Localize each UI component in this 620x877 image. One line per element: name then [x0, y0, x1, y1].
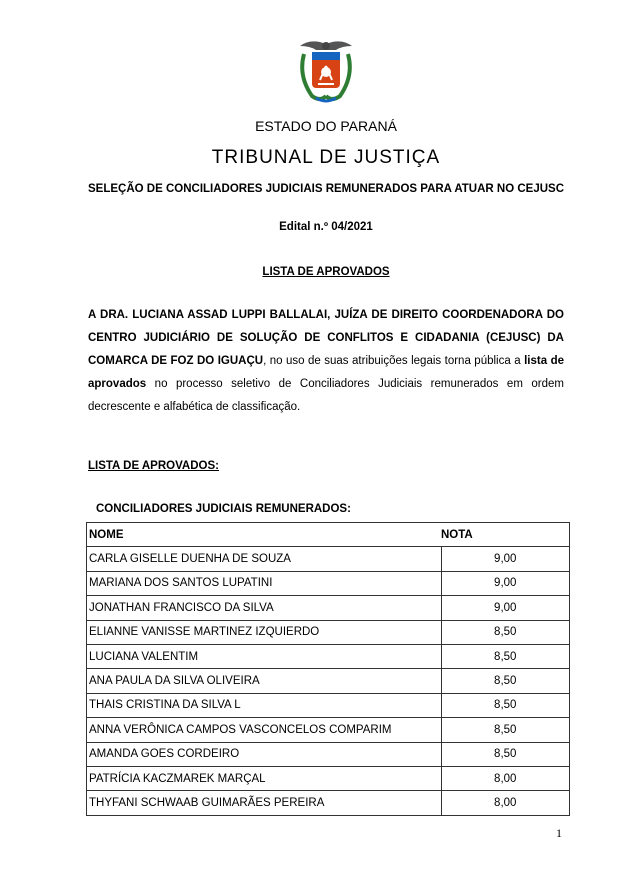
candidate-score: 9,00 — [441, 596, 570, 620]
table-row — [87, 571, 570, 595]
candidate-score: 8,00 — [441, 766, 570, 790]
table-row — [87, 547, 570, 571]
category-heading: CONCILIADORES JUDICIAIS REMUNERADOS: — [96, 503, 351, 515]
candidate-name: JONATHAN FRANCISCO DA SILVA — [87, 596, 442, 620]
table-row — [87, 718, 570, 742]
candidate-score: 8,50 — [441, 742, 570, 766]
candidate-name: MARIANA DOS SANTOS LUPATINI — [87, 571, 442, 595]
table-row — [87, 693, 570, 717]
paragraph-emphasis: lista de aprovados — [88, 355, 564, 390]
candidate-name: LUCIANA VALENTIM — [87, 644, 442, 668]
table-row — [87, 620, 570, 644]
parana-coat-of-arms-icon — [296, 36, 356, 104]
table-row — [87, 766, 570, 790]
paragraph-text-1: , no uso de suas atribuições legais torna pública a — [263, 355, 525, 367]
table-row — [87, 669, 570, 693]
table-row — [87, 791, 570, 815]
candidate-score: 9,00 — [441, 571, 570, 595]
table-header-row — [87, 523, 570, 547]
paragraph-text-2: no processo seletivo de Conciliadores Judiciais remunerados em ordem decrescente e alfabética de classificação. — [88, 378, 564, 413]
column-header-score: NOTA — [441, 523, 570, 547]
table-row — [87, 742, 570, 766]
column-header-name: NOME — [87, 523, 442, 547]
candidate-score: 8,50 — [441, 718, 570, 742]
candidate-name: ELIANNE VANISSE MARTINEZ IZQUIERDO — [87, 620, 442, 644]
candidate-score: 8,50 — [441, 669, 570, 693]
candidate-score: 8,50 — [441, 693, 570, 717]
candidate-score: 8,50 — [441, 644, 570, 668]
candidate-name: CARLA GISELLE DUENHA DE SOUZA — [87, 547, 442, 571]
candidate-name: PATRÍCIA KACZMAREK MARÇAL — [87, 766, 442, 790]
approved-table — [86, 522, 570, 816]
list-heading: LISTA DE APROVADOS — [262, 266, 390, 278]
page-number: 1 — [556, 826, 562, 840]
candidate-score: 8,50 — [441, 620, 570, 644]
table-row — [87, 596, 570, 620]
candidate-name: AMANDA GOES CORDEIRO — [87, 742, 442, 766]
table-row — [87, 644, 570, 668]
candidate-score: 9,00 — [441, 547, 570, 571]
candidate-name: ANNA VERÔNICA CAMPOS VASCONCELOS COMPARIM — [87, 718, 442, 742]
edital-number: Edital n.º 04/2021 — [279, 221, 373, 233]
court-name: TRIBUNAL DE JUSTIÇA — [211, 147, 441, 168]
judge-statement: A DRA. LUCIANA ASSAD LUPPI BALLALAI, JUÍZA DE DIREITO COORDENADORA DO CENTRO JUDICIÁRIO DE SOLUÇÃO DE CONFLITOS E CIDADANIA (CEJUSC) DA COMARCA DE FOZ DO IGUAÇU — [88, 309, 564, 367]
list-subheading: LISTA DE APROVADOS: — [88, 460, 219, 472]
candidate-name: THYFANI SCHWAAB GUIMARÃES PEREIRA — [87, 791, 442, 815]
announcement-paragraph — [88, 304, 564, 419]
candidate-name: THAIS CRISTINA DA SILVA L — [87, 693, 442, 717]
state-name: ESTADO DO PARANÁ — [255, 118, 397, 134]
candidate-score: 8,00 — [441, 791, 570, 815]
selection-title: SELEÇÃO DE CONCILIADORES JUDICIAIS REMUNERADOS PARA ATUAR NO CEJUSC — [88, 183, 565, 195]
candidate-name: ANA PAULA DA SILVA OLIVEIRA — [87, 669, 442, 693]
